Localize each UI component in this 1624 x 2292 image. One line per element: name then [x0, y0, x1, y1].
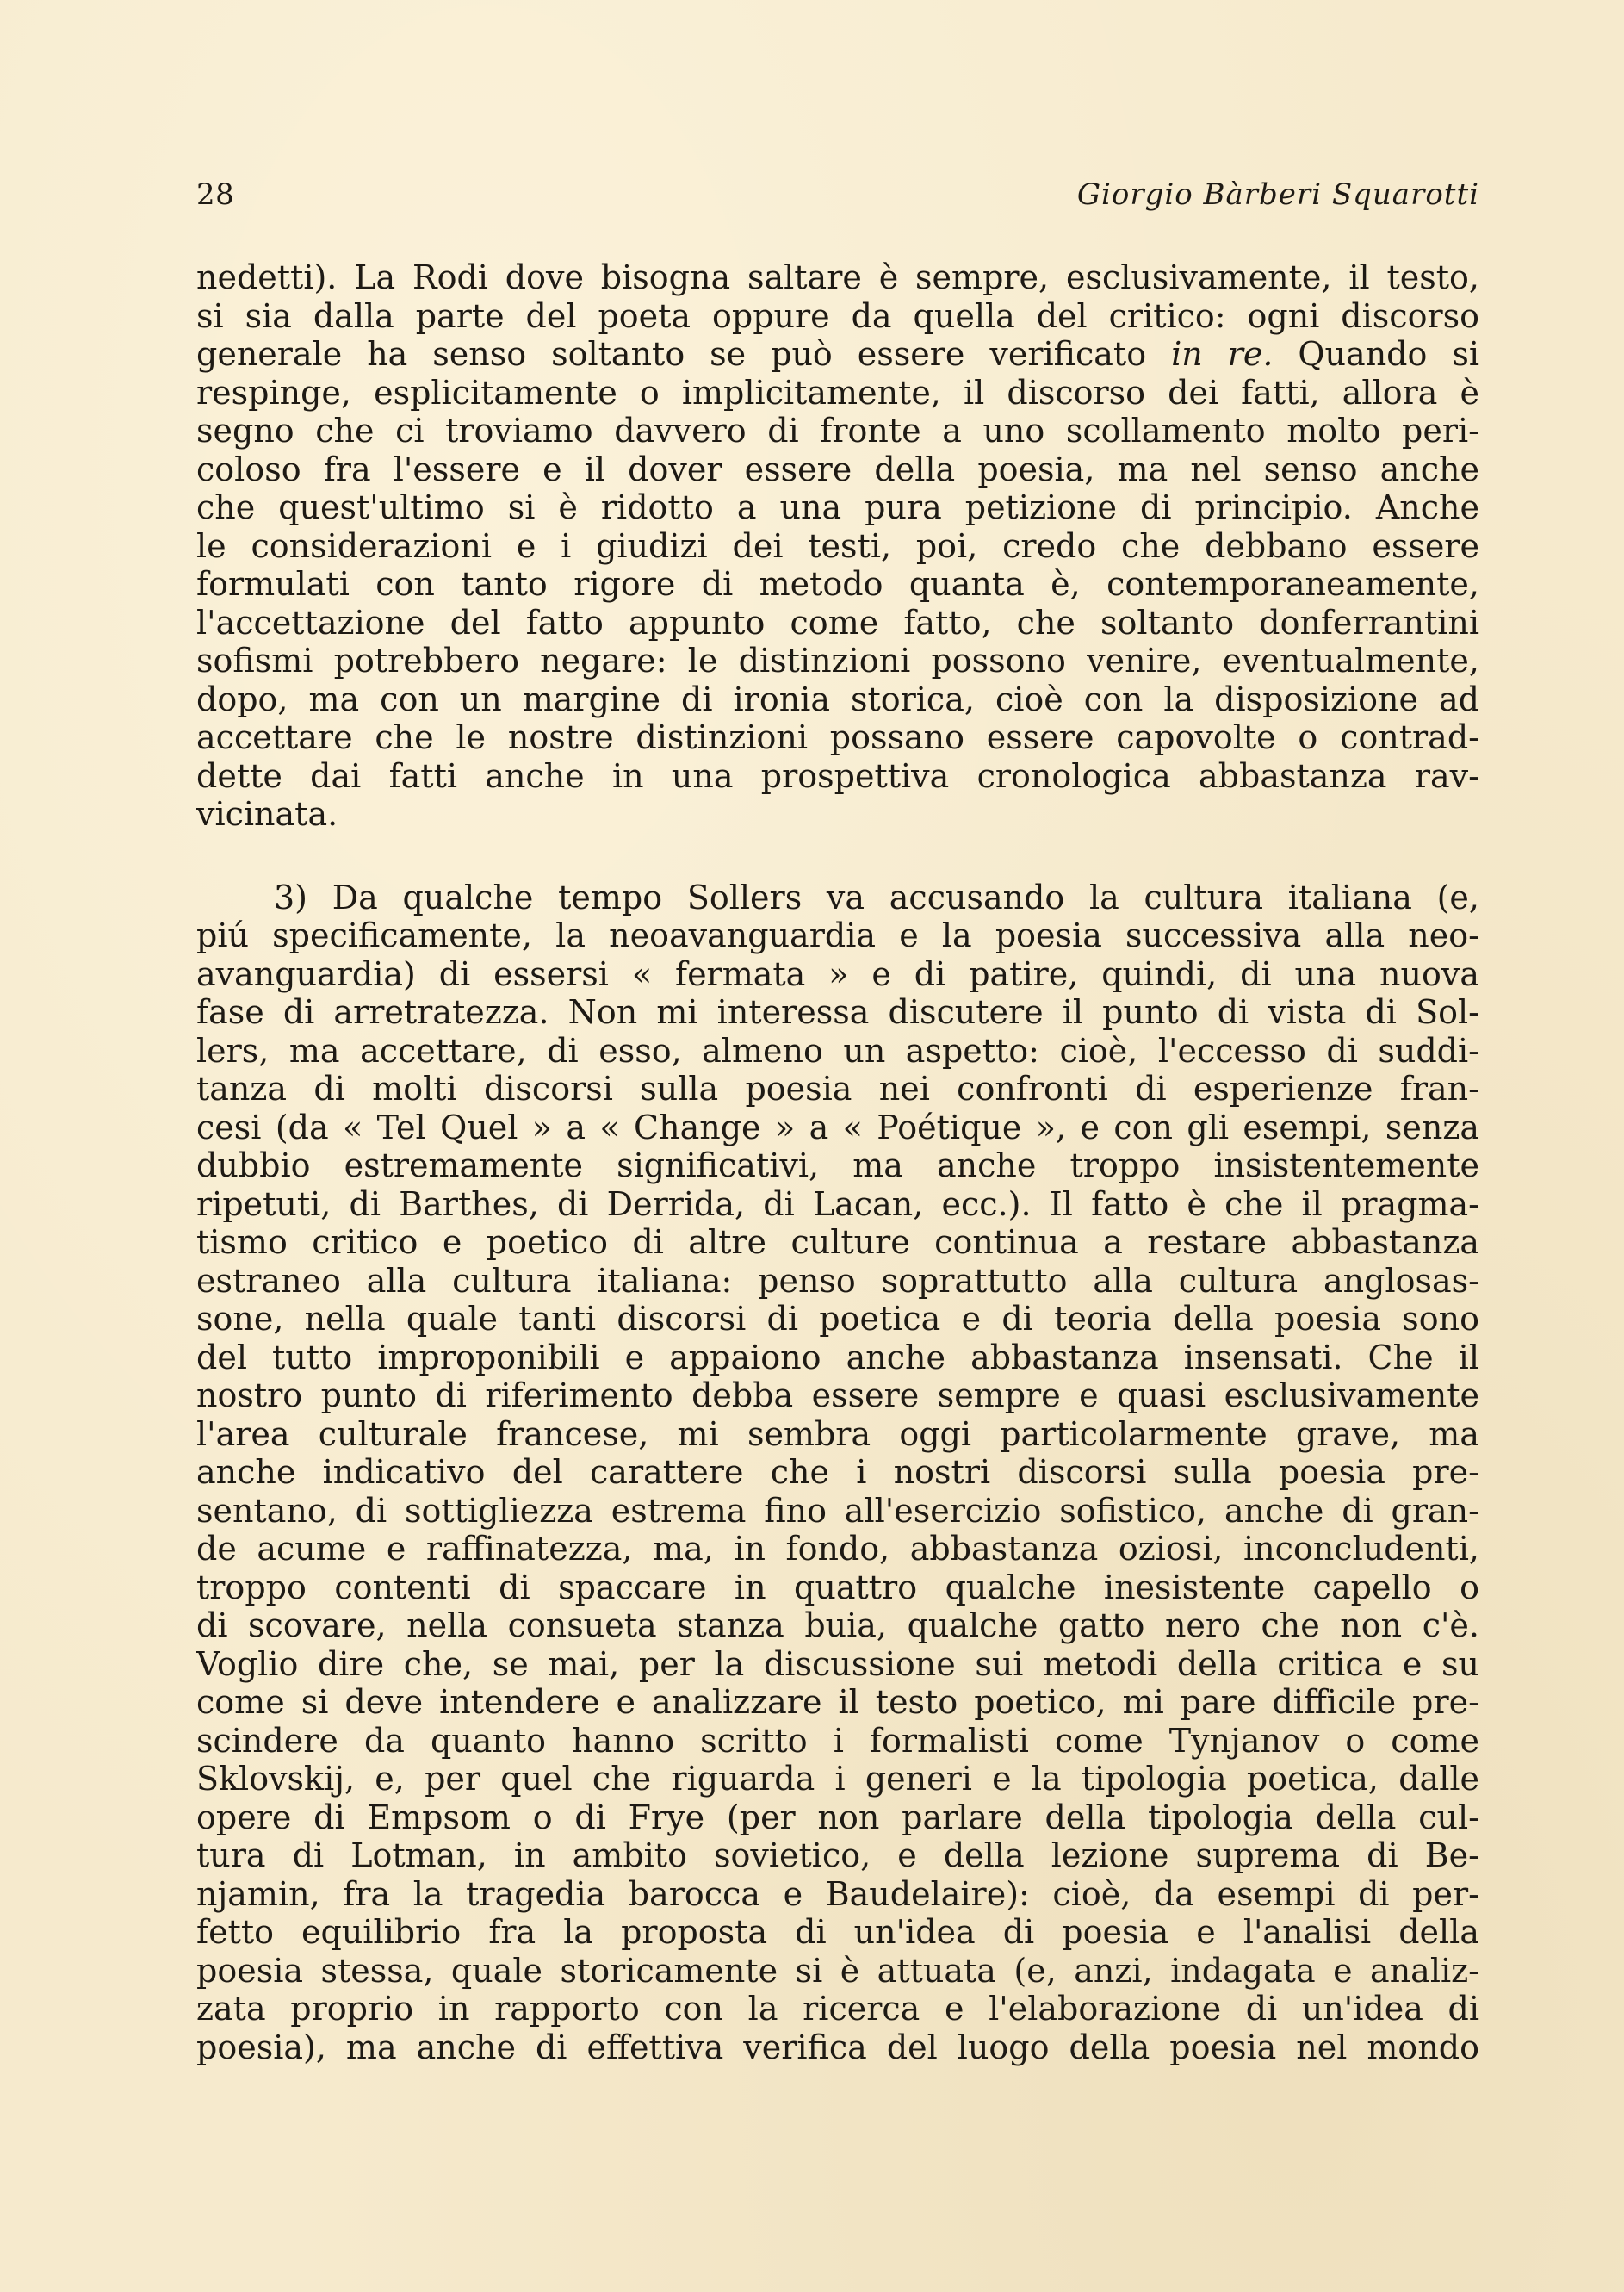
text-line: fetto equilibrio fra la proposta di un'idea di poesia e l'analisi della: [196, 1913, 1479, 1951]
text-line: poesia stessa, quale storicamente si è attuata (e, anzi, indagata e analiz-: [196, 1951, 1479, 1990]
page-body: [196, 258, 1479, 2066]
running-head: Giorgio Bàrberi Squarotti: [1076, 177, 1479, 212]
text-line: respinge, esplicitamente o implicitamente, il discorso dei fatti, allora è: [196, 373, 1479, 412]
text-line: opere di Empsom o di Frye (per non parlare della tipologia della cul-: [196, 1798, 1479, 1836]
text-line: nostro punto di riferimento debba essere sempre e quasi esclusivamente: [196, 1376, 1479, 1414]
text-line: accettare che le nostre distinzioni possano essere capovolte o contrad-: [196, 718, 1479, 756]
text-line: avanguardia) di essersi « fermata » e di patire, quindi, di una nuova: [196, 954, 1479, 993]
text-line: sentano, di sottigliezza estrema fino all'esercizio sofistico, anche di gran-: [196, 1491, 1479, 1530]
text-line: di scovare, nella consueta stanza buia, qualche gatto nero che non c'è.: [196, 1606, 1479, 1644]
text-line: l'accettazione del fatto appunto come fatto, che soltanto donferrantini: [196, 603, 1479, 642]
paragraph-gap: [196, 834, 1479, 879]
paragraph: [196, 879, 1479, 2067]
text-run: generale ha senso soltanto se può essere verificato: [196, 335, 1147, 373]
text-line: tismo critico e poetico di altre culture continua a restare abbastanza: [196, 1223, 1479, 1261]
text-run: Quando si: [1298, 335, 1479, 373]
text-line: poesia), ma anche di effettiva verifica del luogo della poesia nel mondo: [196, 2028, 1479, 2066]
page-header: [196, 169, 1479, 221]
text-line: Voglio dire che, se mai, per la discussione sui metodi della critica e su: [196, 1644, 1479, 1683]
text-line: ripetuti, di Barthes, di Derrida, di Lacan, ecc.). Il fatto è che il pragma-: [196, 1184, 1479, 1223]
text-line: sone, nella quale tanti discorsi di poetica e di teoria della poesia sono: [196, 1300, 1479, 1338]
text-line: [196, 335, 1479, 374]
text-line: le considerazioni e i giudizi dei testi, poi, credo che debbano essere: [196, 526, 1479, 565]
page-number: 28: [196, 177, 235, 212]
text-line: zata proprio in rapporto con la ricerca e l'elaborazione di un'idea di: [196, 1990, 1479, 2028]
text-line: segno che ci troviamo davvero di fronte a uno scollamento molto peri-: [196, 412, 1479, 450]
text-line: lers, ma accettare, di esso, almeno un aspetto: cioè, l'eccesso di suddi-: [196, 1031, 1479, 1070]
italic-phrase: in re.: [1171, 335, 1274, 373]
text-line: si sia dalla parte del poeta oppure da quella del critico: ogni discorso: [196, 296, 1479, 335]
paragraph: [196, 258, 1479, 834]
text-line: dette dai fatti anche in una prospettiva cronologica abbastanza rav-: [196, 756, 1479, 795]
text-line: piú specificamente, la neoavanguardia e la poesia successiva alla neo-: [196, 916, 1479, 954]
text-line: sofismi potrebbero negare: le distinzioni possono venire, eventualmente,: [196, 642, 1479, 680]
text-line: formulati con tanto rigore di metodo quanta è, contemporaneamente,: [196, 565, 1479, 603]
text-line: dubbio estremamente significativi, ma anche troppo insistentemente: [196, 1146, 1479, 1184]
text-line: scindere da quanto hanno scritto i formalisti come Tynjanov o come: [196, 1721, 1479, 1760]
text-line: anche indicativo del carattere che i nostri discorsi sulla poesia pre-: [196, 1453, 1479, 1491]
text-line: tura di Lotman, in ambito sovietico, e della lezione suprema di Be-: [196, 1836, 1479, 1874]
text-line: che quest'ultimo si è ridotto a una pura petizione di principio. Anche: [196, 488, 1479, 526]
text-line: l'area culturale francese, mi sembra oggi particolarmente grave, ma: [196, 1414, 1479, 1453]
text-line: 3) Da qualche tempo Sollers va accusando la cultura italiana (e,: [274, 878, 1479, 916]
text-line: come si deve intendere e analizzare il testo poetico, mi pare difficile pre-: [196, 1683, 1479, 1721]
text-line: tanza di molti discorsi sulla poesia nei confronti di esperienze fran-: [196, 1070, 1479, 1108]
text-line: coloso fra l'essere e il dover essere della poesia, ma nel senso anche: [196, 450, 1479, 488]
text-line: troppo contenti di spaccare in quattro qualche inesistente capello o: [196, 1568, 1479, 1606]
text-line: del tutto improponibili e appaiono anche abbastanza insensati. Che il: [196, 1338, 1479, 1376]
text-line: de acume e raffinatezza, ma, in fondo, abbastanza oziosi, inconcludenti,: [196, 1530, 1479, 1568]
text-line: njamin, fra la tragedia barocca e Baudelaire): cioè, da esempi di per-: [196, 1874, 1479, 1913]
text-line: Sklovskij, e, per quel che riguarda i generi e la tipologia poetica, dalle: [196, 1760, 1479, 1798]
text-line: cesi (da « Tel Quel » a « Change » a « Poétique », e con gli esempi, senza: [196, 1108, 1479, 1146]
text-line: nedetti). La Rodi dove bisogna saltare è sempre, esclusivamente, il testo,: [196, 258, 1479, 296]
text-line: dopo, ma con un margine di ironia storica, cioè con la disposizione ad: [196, 680, 1479, 718]
text-line: estraneo alla cultura italiana: penso soprattutto alla cultura anglosas-: [196, 1261, 1479, 1300]
text-line: fase di arretratezza. Non mi interessa discutere il punto di vista di Sol-: [196, 993, 1479, 1031]
text-line: vicinata.: [196, 795, 338, 833]
